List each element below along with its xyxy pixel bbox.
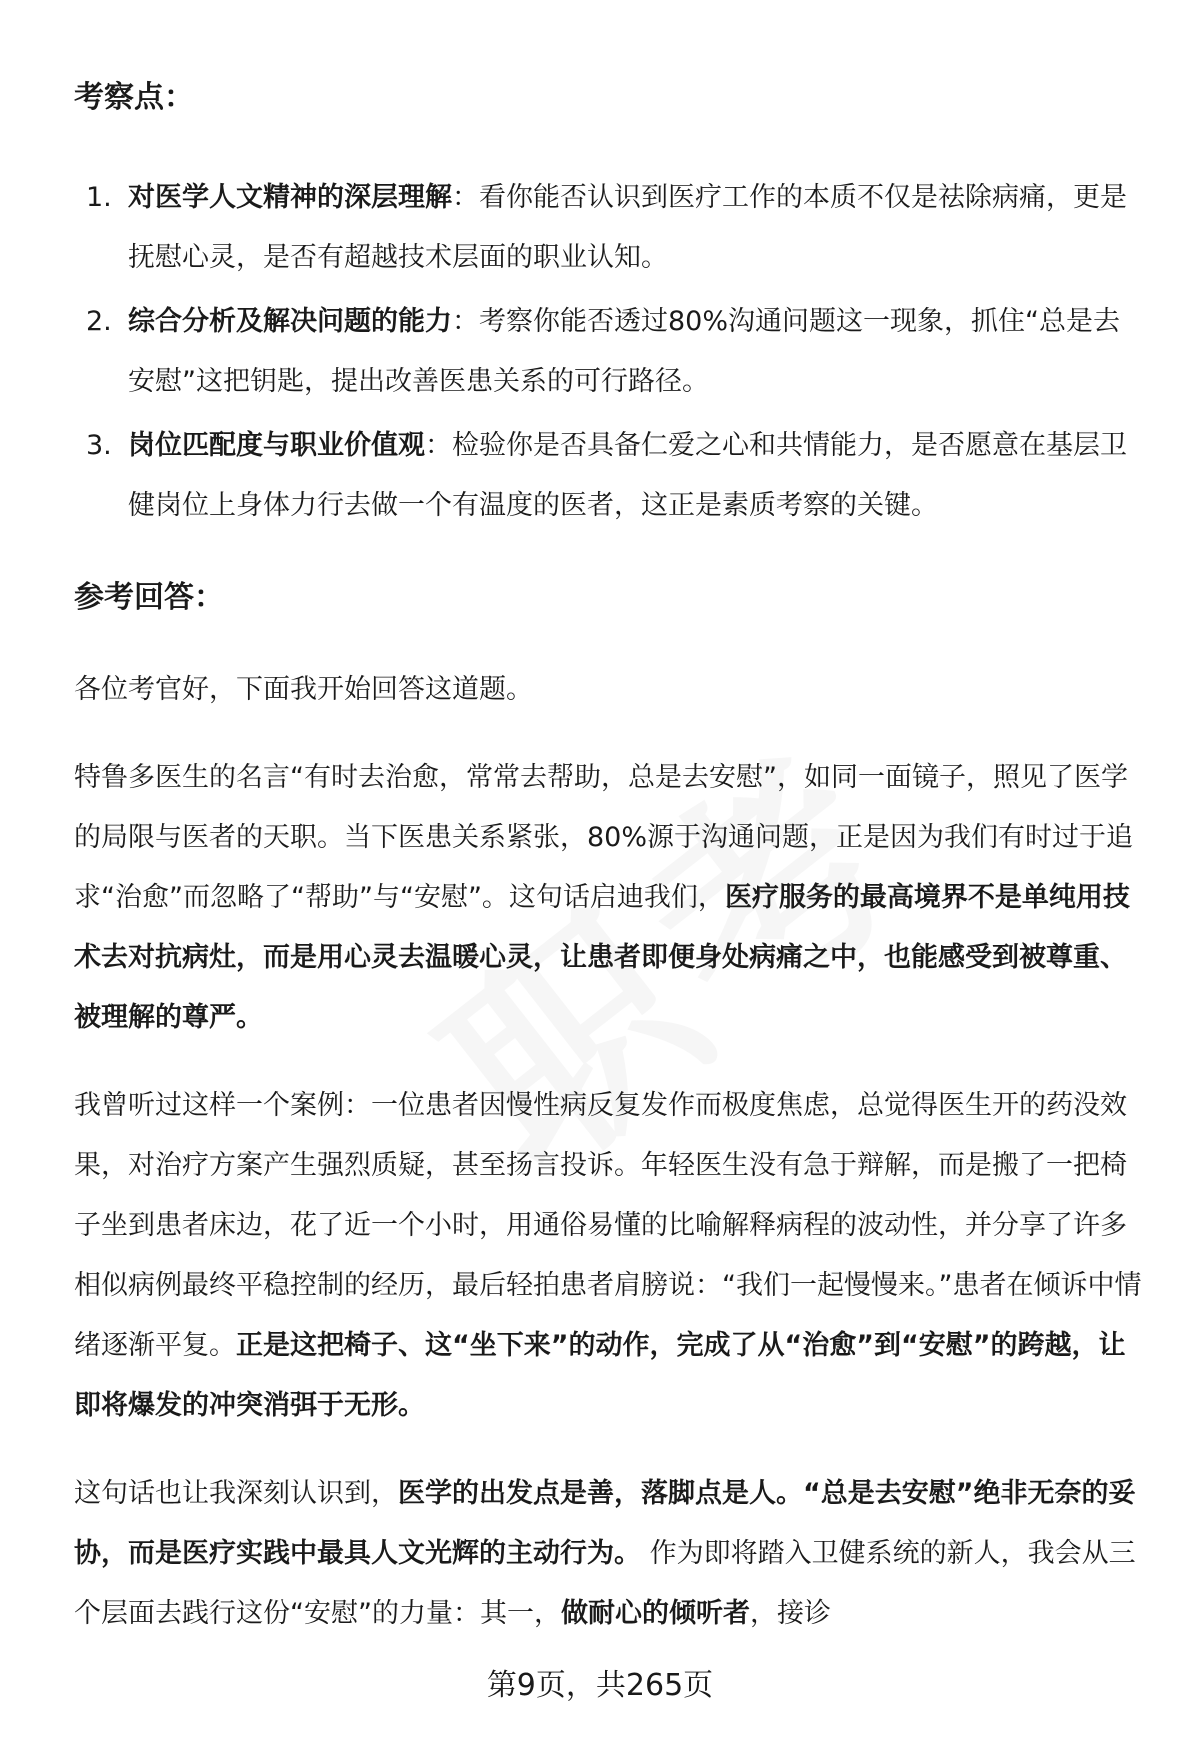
answer-paragraph-greeting: 各位考官好，下面我开始回答这道题。 bbox=[74, 674, 533, 705]
paragraph-text: 这句话也让我深刻认识到， bbox=[74, 1478, 398, 1509]
list-item bbox=[0, 292, 1200, 412]
paragraph-emphasis: 医学的出发点是善，落脚点是人。“总是去安慰”绝非无奈的妥协，而是医疗实践中最具人文光辉的主动行为。 bbox=[74, 1478, 1136, 1569]
paragraph-text: 作为即将踏入卫健系统的新人，我会从三个层面去践行这份“安慰”的力量：其一， bbox=[74, 1538, 1136, 1629]
list-item-body bbox=[128, 416, 1128, 536]
answer-paragraph-2 bbox=[74, 1076, 1144, 1436]
section-heading-points: 考察点： bbox=[74, 80, 194, 115]
paragraph-emphasis: 医疗服务的最高境界不是单纯用技术去对抗病灶，而是用心灵去温暖心灵，让患者即便身处病痛之中，也能感受到被尊重、被理解的尊严。 bbox=[74, 882, 1130, 1033]
paragraph-text: 特鲁多医生的名言“有时去治愈，常常去帮助，总是去安慰”，如同一面镜子，照见了医学的局限与医者的天职。当下医患关系紧张，80%源于沟通问题，正是因为我们有时过于追求“治愈”而忽略了“帮助”与“安慰”。这句话启迪我们， bbox=[74, 762, 1134, 913]
list-item-title: 综合分析及解决问题的能力 bbox=[128, 306, 452, 337]
paragraph-emphasis: 做耐心的倾听者 bbox=[560, 1598, 750, 1629]
list-item bbox=[0, 416, 1200, 536]
list-item-body bbox=[128, 292, 1128, 412]
paragraph-emphasis: 正是这把椅子、这“坐下来”的动作，完成了从“治愈”到“安慰”的跨越，让即将爆发的冲突消弭于无形。 bbox=[74, 1330, 1126, 1421]
list-item-text: ：检验你是否具备仁爱之心和共情能力，是否愿意在基层卫健岗位上身体力行去做一个有温度的医者，这正是素质考察的关键。 bbox=[128, 430, 1127, 521]
paragraph-text: ，接诊 bbox=[749, 1598, 831, 1629]
list-item-title: 对医学人文精神的深层理解 bbox=[128, 182, 452, 213]
answer-paragraph-1 bbox=[74, 748, 1144, 1048]
list-item-text: ：考察你能否透过80%沟通问题这一现象，抓住“总是去安慰”这把钥匙，提出改善医患关系的可行路径。 bbox=[128, 306, 1120, 397]
list-item-title: 岗位匹配度与职业价值观 bbox=[128, 430, 425, 461]
points-list bbox=[0, 168, 1200, 540]
page-number: 第9页，共265页 bbox=[486, 1668, 714, 1703]
list-number: 3. bbox=[86, 430, 112, 461]
list-item-body bbox=[128, 168, 1128, 288]
paragraph-text: 我曾听过这样一个案例：一位患者因慢性病反复发作而极度焦虑，总觉得医生开的药没效果，对治疗方案产生强烈质疑，甚至扬言投诉。年轻医生没有急于辩解，而是搬了一把椅子坐到患者床边，花了近一个小时，用通俗易懂的比喻解释病程的波动性，并分享了许多相似病例最终平稳控制的经历，最后轻拍患者肩膀说：“我们一起慢慢来。”患者在倾诉中情绪逐渐平复。 bbox=[74, 1090, 1142, 1361]
list-number: 1. bbox=[86, 182, 112, 213]
list-item-text: ：看你能否认识到医疗工作的本质不仅是祛除病痛，更是抚慰心灵，是否有超越技术层面的职业认知。 bbox=[128, 182, 1127, 273]
list-item bbox=[0, 168, 1200, 288]
section-heading-answer: 参考回答： bbox=[74, 580, 224, 615]
list-number: 2. bbox=[86, 306, 112, 337]
answer-paragraph-3 bbox=[74, 1464, 1144, 1644]
